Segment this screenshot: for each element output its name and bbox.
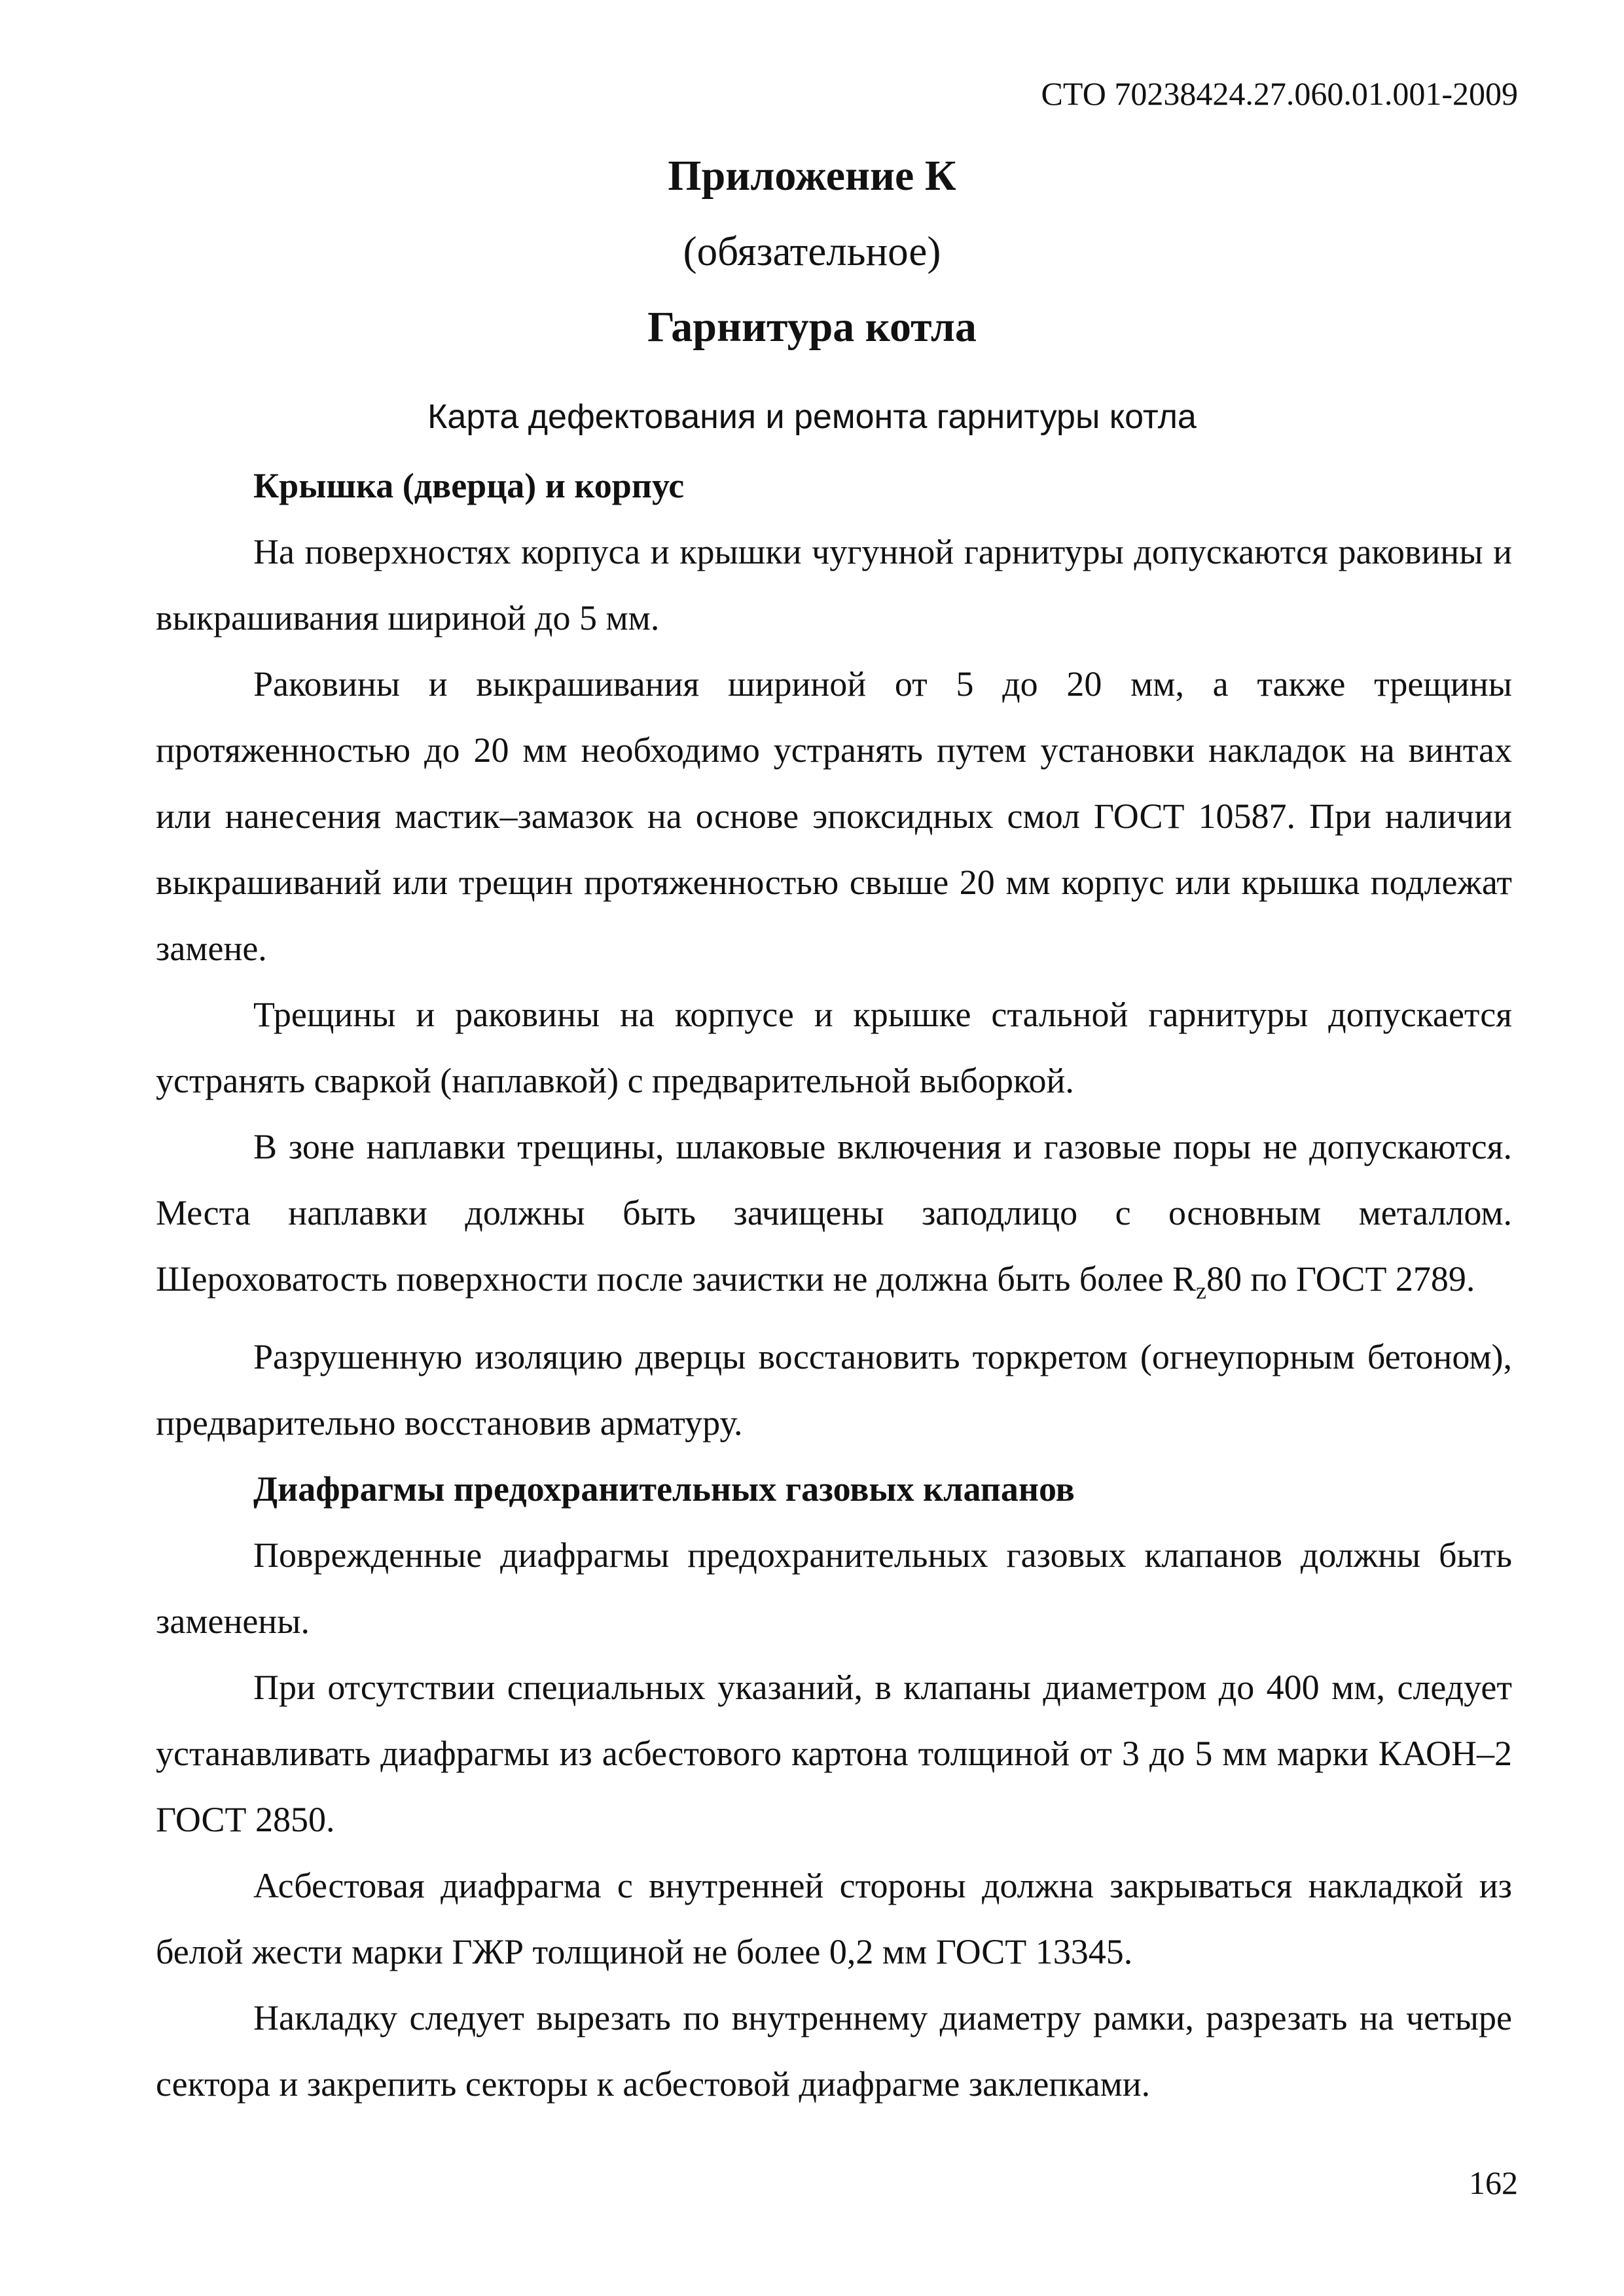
appendix-status: (обязательное)	[683, 228, 941, 274]
paragraph-roughness	[156, 1114, 1512, 1324]
paragraph: Раковины и выкрашивания шириной от 5 до 20 мм, а также трещины протяженностью до 20 мм необходимо устранять путем установки накладок на винтах или нанесения мастик–замазок на основе эпоксидных смол ГОСТ 10587. При наличии выкрашиваний или трещин протяженностью свыше 20 мм корпус или крышка подлежат замене.	[156, 664, 1512, 968]
paragraph: На поверхностях корпуса и крышки чугунной гарнитуры допускаются раковины и выкрашивания шириной до 5 мм.	[156, 532, 1512, 637]
paragraph: Трещины и раковины на корпусе и крышке стальной гарнитуры допускается устранять сваркой (наплавкой) с предварительной выборкой.	[156, 995, 1512, 1100]
roughness-subscript: z	[1196, 1277, 1206, 1304]
paragraph: Разрушенную изоляцию дверцы восстановить торкретом (огнеупорным бетоном), предварительно восстановив арматуру.	[156, 1336, 1512, 1443]
map-title: Карта дефектования и ремонта гарнитуры котла	[427, 398, 1197, 436]
paragraph-text: В зоне наплавки трещины, шлаковые включения и газовые поры не допускаются. Места наплавки должны быть зачищены заподлицо с основным металлом. Шероховатость поверхности после зачистки не должна быть более	[156, 1127, 1512, 1299]
appendix-title: Приложение К	[668, 152, 956, 200]
roughness-value: 80	[1206, 1259, 1242, 1299]
document-body	[156, 453, 1512, 2117]
paragraph: Накладку следует вырезать по внутреннему диаметру рамки, разрезать на четыре сектора и закрепить секторы к асбестовой диафрагме заклепками.	[156, 1998, 1512, 2104]
roughness-standard: по ГОСТ 2789.	[1242, 1259, 1475, 1299]
paragraph: При отсутствии специальных указаний, в клапаны диаметром до 400 мм, следует устанавливать диафрагмы из асбестового картона толщиной от 3 до 5 мм марки КАОН–2 ГОСТ 2850.	[156, 1667, 1512, 1839]
section-heading-lid-body: Крышка (дверца) и корпус	[253, 466, 685, 505]
section-heading-diaphragms: Диафрагмы предохранительных газовых клапанов	[253, 1469, 1075, 1509]
roughness-symbol: R	[1172, 1259, 1197, 1299]
paragraph: Асбестовая диафрагма с внутренней стороны должна закрываться накладкой из белой жести марки ГЖР толщиной не более 0,2 мм ГОСТ 13345.	[156, 1865, 1512, 1971]
paragraph: Поврежденные диафрагмы предохранительных газовых клапанов должны быть заменены.	[156, 1535, 1512, 1641]
document-code: СТО 70238424.27.060.01.001-2009	[1041, 75, 1518, 112]
page-number: 162	[1469, 2164, 1518, 2201]
appendix-subject: Гарнитура котла	[647, 303, 977, 351]
